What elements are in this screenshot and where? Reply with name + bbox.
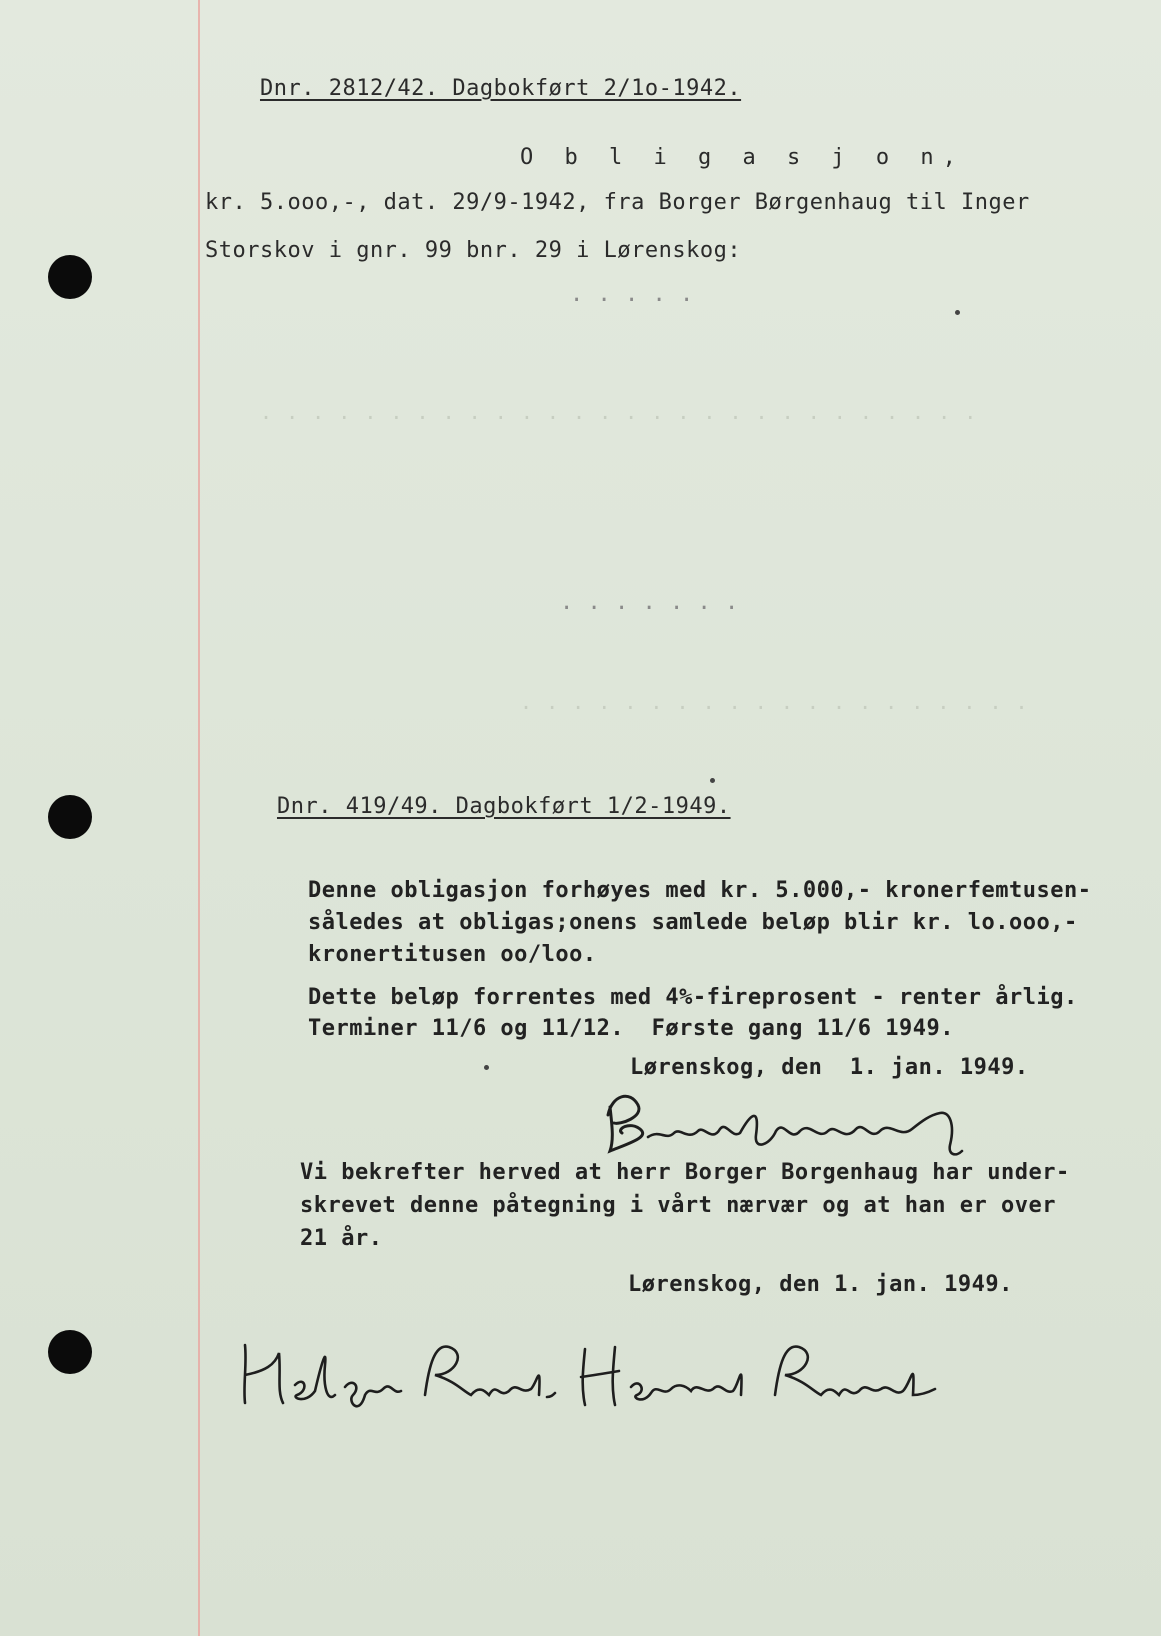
ink-speck bbox=[710, 778, 715, 783]
place-date-2: Lørenskog, den 1. jan. 1949. bbox=[628, 1272, 1013, 1297]
ink-speck bbox=[955, 310, 960, 315]
punch-hole bbox=[48, 1330, 92, 1374]
entry2-body-line: Terminer 11/6 og 11/12. Første gang 11/6 1949. bbox=[308, 1016, 955, 1041]
entry1-line1: kr. 5.ooo,-, dat. 29/9-1942, fra Borger Børgenhaug til Inger bbox=[205, 190, 1030, 215]
entry2-header bbox=[222, 768, 731, 846]
entry1-ellipsis: . . . . . bbox=[570, 282, 694, 307]
place-date-1: Lørenskog, den 1. jan. 1949. bbox=[630, 1055, 1029, 1080]
witness-line: 21 år. bbox=[300, 1226, 383, 1251]
entry1-title: O b l i g a s j o n, bbox=[520, 145, 965, 170]
signature-witnesses bbox=[235, 1325, 995, 1415]
entry2-body-line: Dette beløp forrentes med 4%-fireprosent - renter årlig. bbox=[308, 985, 1078, 1010]
punch-hole bbox=[48, 255, 92, 299]
ink-speck bbox=[484, 1065, 489, 1070]
entry1-header bbox=[205, 50, 741, 128]
entry1-ellipsis-2: . . . . . . . bbox=[560, 590, 739, 615]
entry2-body-line: kronertitusen oo/loo. bbox=[308, 942, 597, 967]
witness-line: Vi bekrefter herved at herr Borger Borgenhaug har under- bbox=[300, 1160, 1070, 1185]
entry2-body-line: Denne obligasjon forhøyes med kr. 5.000,- kronerfemtusen- bbox=[308, 878, 1092, 903]
entry2-body-line: således at obligas;onens samlede beløp blir kr. lo.ooo,- bbox=[308, 910, 1078, 935]
entry2-header-text: Dnr. 419/49. Dagbokført 1/2-1949. bbox=[276, 794, 731, 819]
entry1-header-text: Dnr. 2812/42. Dagbokført 2/1o-1942. bbox=[259, 76, 742, 101]
signature-borger bbox=[600, 1085, 1020, 1165]
entry1-line2: Storskov i gnr. 99 bnr. 29 i Lørenskog: bbox=[205, 238, 742, 263]
margin-line bbox=[198, 0, 200, 1636]
bleed-through-text: . . . . . . . . . . . . . . . . . . . . bbox=[520, 690, 1029, 714]
witness-line: skrevet denne påtegning i vårt nærvær og at han er over bbox=[300, 1193, 1056, 1218]
punch-hole bbox=[48, 795, 92, 839]
bleed-through-text: . . . . . . . . . . . . . . . . . . . . . . . . . . . . bbox=[260, 400, 978, 424]
